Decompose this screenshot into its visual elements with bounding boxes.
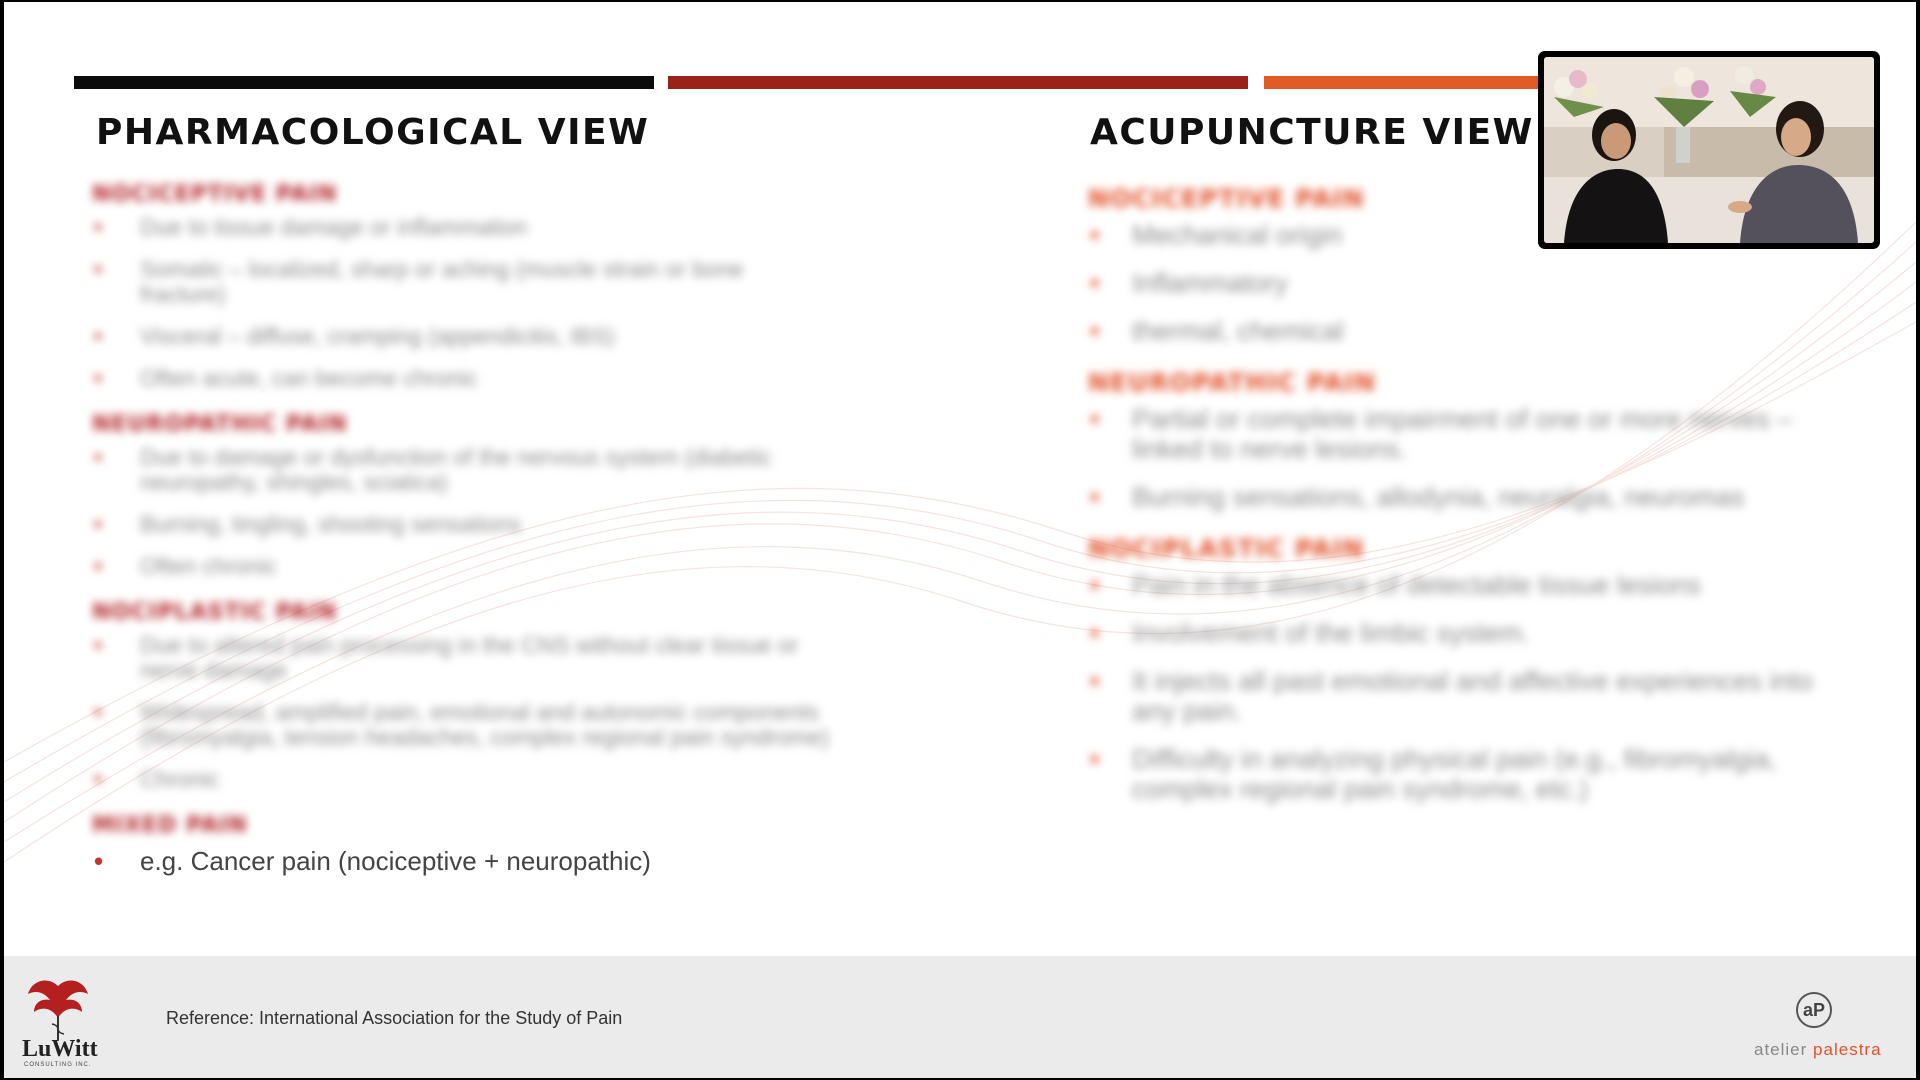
list-item	[1088, 618, 1828, 648]
section-heading: NOCIPLASTIC PAIN	[92, 600, 338, 625]
wordmark-part-2: palestra	[1813, 1040, 1882, 1059]
bullet-text: Due to damage or dysfunction of the nervous system (diabetic neuropathy, shingles, sciatica)	[140, 444, 772, 495]
bullet-dot: •	[94, 766, 103, 792]
bullet-dot: •	[94, 256, 103, 282]
bullet-text: Burning, tingling, shooting sensations	[140, 511, 522, 537]
atelier-palestra-wordmark	[1754, 1040, 1882, 1060]
bullet-dot: •	[94, 632, 103, 658]
list-item	[92, 215, 832, 240]
bullet-text: Partial or complete impairment of one or more nerves – linked to nerve lesions.	[1132, 404, 1793, 464]
acupuncture-column	[1088, 180, 1828, 822]
bullet-text: Often chronic	[140, 553, 277, 579]
bullet-list	[92, 445, 832, 579]
bullet-dot: •	[1090, 268, 1100, 298]
atelier-palestra-logo-icon: aP	[1796, 992, 1832, 1028]
bullet-text: Somatic – localized, sharp or aching (muscle strain or bone fracture)	[140, 256, 744, 307]
webcam-overlay[interactable]	[1538, 51, 1880, 249]
bullet-dot: •	[94, 553, 103, 579]
bullet-text: e.g. Cancer pain (nociceptive + neuropathic)	[140, 846, 651, 876]
bullet-dot: •	[94, 214, 103, 240]
section-heading: NOCICEPTIVE PAIN	[1088, 184, 1365, 213]
bullet-text: Pain in the absence of detectable tissue lesions	[1132, 570, 1701, 600]
list-item	[92, 366, 832, 391]
bullet-dot: •	[1090, 666, 1100, 696]
bullet-text: thermal, chemical	[1132, 316, 1344, 346]
section-heading: NOCICEPTIVE PAIN	[92, 182, 338, 207]
bullet-text: Due to altered pain processing in the CNS without clear tissue or nerve damage	[140, 632, 799, 683]
presentation-slide	[4, 2, 1916, 1078]
bullet-dot: •	[94, 365, 103, 391]
bullet-dot: •	[1090, 618, 1100, 648]
list-item	[92, 324, 832, 349]
list-item	[1088, 268, 1828, 298]
section-heading: NOCIPLASTIC PAIN	[1088, 534, 1365, 563]
list-item	[92, 554, 832, 579]
bullet-dot: •	[94, 699, 103, 725]
section-heading: NEUROPATHIC PAIN	[1088, 368, 1377, 397]
pharmacological-view-title: PHARMACOLOGICAL VIEW	[96, 112, 650, 153]
bullet-text: Visceral – diffuse, cramping (appendicitis, IBS)	[140, 323, 615, 349]
list-item	[1088, 404, 1828, 464]
wordmark-part-1: atelier	[1754, 1040, 1808, 1059]
luwitt-logo-text: LuWitt	[22, 1036, 98, 1062]
bullet-list	[92, 215, 832, 391]
list-item	[1088, 482, 1828, 512]
bullet-dot: •	[1090, 404, 1100, 434]
list-item	[92, 846, 832, 876]
bullet-text: Inflammatory	[1132, 268, 1289, 298]
reference-text: Reference: International Association for the Study of Pain	[166, 1008, 623, 1028]
bullet-text: Chronic	[140, 766, 220, 792]
bullet-dot: •	[1090, 316, 1100, 346]
list-item	[1088, 570, 1828, 600]
bullet-dot: •	[1090, 482, 1100, 512]
list-item	[1088, 316, 1828, 346]
list-item	[1088, 666, 1828, 726]
section-neuropathic	[92, 408, 832, 579]
accent-bar-orange	[1264, 76, 1564, 89]
bullet-text: Due to tissue damage or inflammation	[140, 214, 528, 240]
section-heading: MIXED PAIN	[92, 813, 248, 838]
section-mixed	[92, 809, 832, 876]
bullet-text: It injects all past emotional and affective experiences into any pain.	[1132, 666, 1813, 726]
bullet-text: Difficulty in analyzing physical pain (e.g., fibromyalgia, complex regional pain syndrome, etc.)	[1132, 744, 1777, 804]
bullet-text: Widespread, amplified pain, emotional and autonomic components (fibromyalgia, tension headaches, complex regional pain syndrome)	[140, 699, 830, 750]
bullet-dot: •	[1090, 744, 1100, 774]
slide-footer	[4, 956, 1916, 1078]
bullet-dot: •	[94, 444, 103, 470]
bullet-text: Burning sensations, allodynia, neuralgia, neuromas	[1132, 482, 1745, 512]
bullet-text: Mechanical origin	[1132, 220, 1343, 250]
bullet-dot: •	[94, 846, 104, 876]
list-item	[92, 767, 832, 792]
list-item	[92, 700, 832, 750]
bullet-list	[92, 633, 832, 792]
bullet-dot: •	[1090, 220, 1100, 250]
bullet-list	[92, 846, 832, 876]
list-item	[92, 633, 832, 683]
section-heading: NEUROPATHIC PAIN	[92, 412, 348, 437]
section-nociplastic	[92, 596, 832, 792]
list-item	[92, 512, 832, 537]
acupuncture-view-title: ACUPUNCTURE VIEW	[1090, 112, 1534, 153]
list-item	[92, 445, 832, 495]
bullet-text: Involvement of the limbic system.	[1132, 618, 1530, 648]
bullet-dot: •	[94, 511, 103, 537]
list-item	[92, 257, 832, 307]
luwitt-logo-subtext: CONSULTING INC.	[24, 1062, 92, 1068]
bullet-dot: •	[94, 323, 103, 349]
accent-bar-red	[668, 76, 1248, 89]
section-nociceptive	[92, 178, 832, 391]
pharmacological-column	[92, 178, 832, 893]
list-item	[1088, 744, 1828, 804]
accent-bar-black	[74, 76, 654, 89]
webcam-scene	[1544, 57, 1874, 243]
video-feed-icon	[1544, 57, 1874, 243]
bullet-dot: •	[1090, 570, 1100, 600]
bullet-list	[1088, 404, 1828, 512]
bullet-list	[1088, 570, 1828, 804]
bullet-text: Often acute, can become chronic	[140, 365, 478, 391]
